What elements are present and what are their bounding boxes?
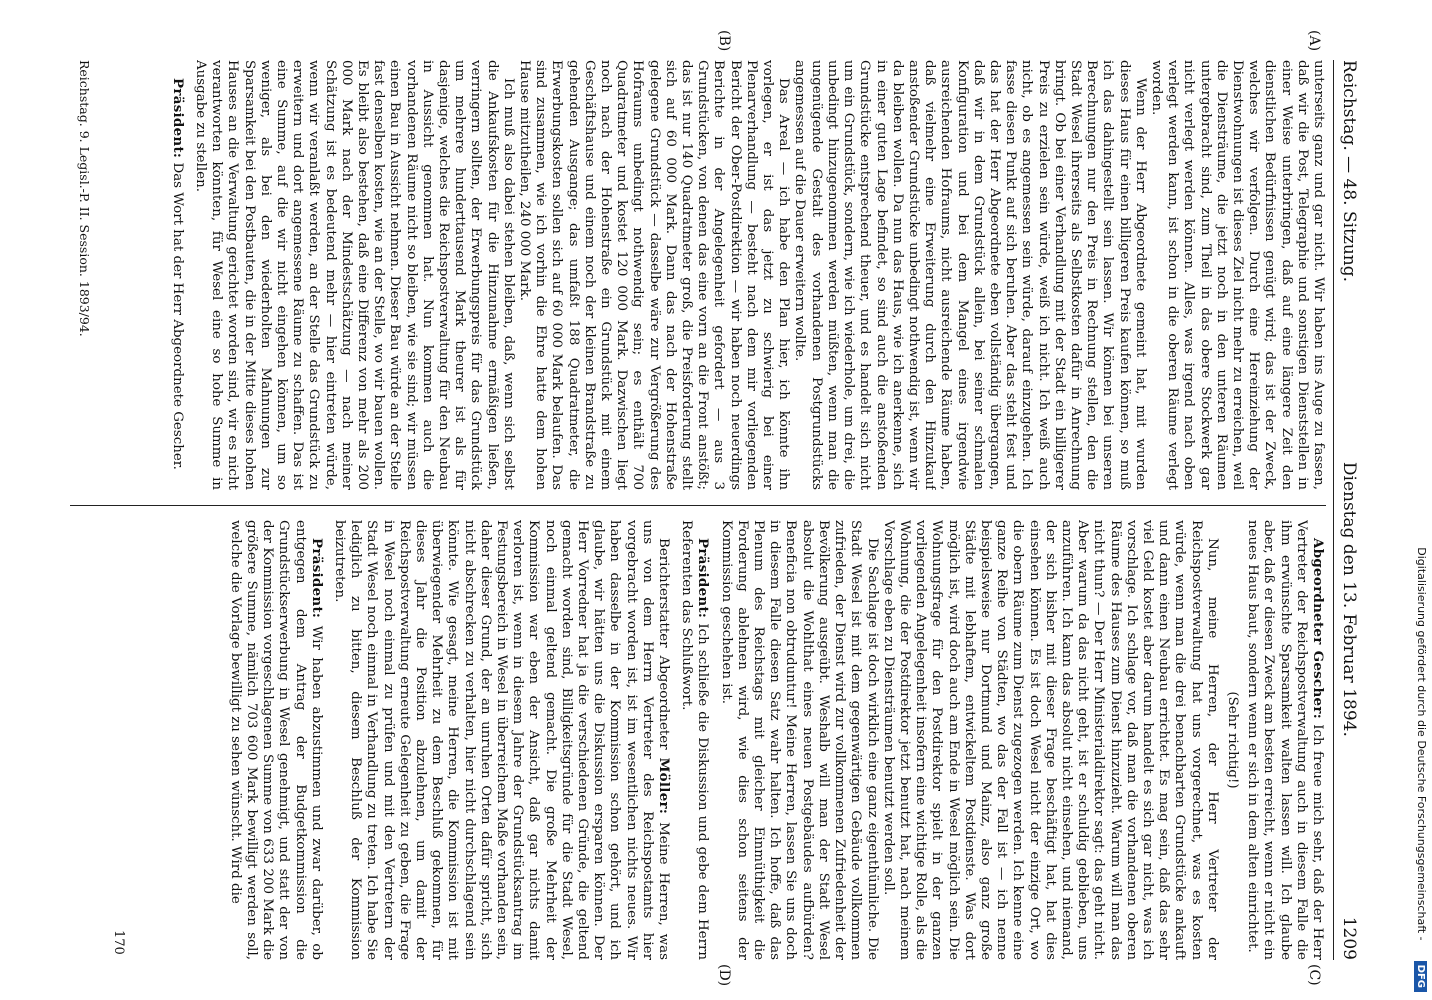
speaker-name: Präsident:	[695, 538, 712, 619]
speech-paragraph	[227, 520, 325, 960]
page-header	[1333, 60, 1364, 960]
margin-marker-a: (A)	[1306, 30, 1322, 52]
audience-reaction: (Sehr richtig!)	[1224, 691, 1240, 789]
header-page-number: 1209	[1339, 916, 1359, 960]
paragraph: unterseits ganz und gar nicht. Wir haben ins Auge zu fassen, daß wir die Post, Telegraphie und sonstigen Dienststellen in einer Weise unterbringen, daß auf eine längere Zeit den dienstlichen Bedürfnissen genügt wird; das ist der Zweck, welches wir verfolgen. Durch eine Hereinziehung der Dienstwohnungen ist dieses Ziel nicht mehr zu erreichen, weil die Diensträume, die jetzt noch in den unteren Räumen untergebracht sind, zum Theil in das obere Stockwerk gar nicht verlegt werden können. Alles, was irgend nach oben verlegt werden kann, ist schon in die oberen Räume verlegt worden.	[1148, 60, 1326, 490]
left-column	[70, 60, 1326, 490]
speaker-name: Präsident:	[308, 538, 325, 619]
header-date: Dienstag den 13. Februar 1894.	[1339, 461, 1359, 737]
signature-number: 170	[111, 930, 126, 955]
margin-marker-d: (D)	[716, 964, 732, 987]
paragraph: Nun, meine Herren, der Herr Vertreter der Reichspostverwaltung hat uns vorgerechnet, was es kosten würde, wenn man die drei benachbarten Grundstücke ankauft und dann einen Neubau errichtet. Es mag sein, daß das sehr viel Geld kostet aber darum handelt es sich gar nicht, was ich vorschlage. Ich schlage vor, daß man die vorhandenen oberen Räume des Hauses zum Dienst hinzuzieht. Warum will man das nicht thun? — Der Herr Ministerialdirektor sagt: das geht nicht. Aber warum da das nicht geht, ist er schuldig geblieben, uns anzuführen. Ich kann das absolut nicht einsehen, und niemand, der sich bisher mit dieser Frage beschäftigt hat, hat dies einsehen können. Es ist doch Wesel nicht der einzige Ort, wo die obern Räume zum Dienst zugezogen werden. Ich kenne eine ganze Reihe von Städten, wo das der Fall ist — ich nenne beispielsweise nur Dortmund und Mainz, also ganz große Städte mit lebhaftem, entwickeltem Postdienste. Was dort möglich ist, wird doch auch am Ende in Wesel möglich sein. Die Wohnungsfrage für den Postdirektor spielt in der ganzen vorliegenden Angelegenheit insofern eine wichtige Rolle, als die Wohnung, die der Postdirektor jetzt benutzt hat, nach meinem Vorschlage eben zu Diensträumen benutzt werden soll.	[880, 520, 1220, 960]
speaker-name: Möller:	[656, 757, 673, 815]
margin-marker-c: (C)	[1306, 964, 1322, 986]
speech-paragraph	[678, 520, 711, 960]
paragraph: Wenn der Herr Abgeordnete gemeint hat, mit wurden dieses Haus für einen billigeren Preis kaufen können, so muß ich das dahingestellt sein lassen. Wir können bei unseren Berechnungen nur den Preis in Rechnung stellen, den die Stadt Wesel ihrerseits als Selbstkosten dafür in Anrechnung bringt. Ob bei einer Verhandlung mit der Stadt ein billigerer Preis zu erzielen sein würde, weiß ich nicht. Ich weiß auch nicht, ob es angemessen sein würde, darauf einzugehen. Ich fasse diesen Punkt auf sich beruhen. Aber das steht fest und das hat der Herr Abgeordnete eben vollständig übergangen, daß wir in dem Grundstück allein, bei seiner schmalen Konfiguration und bei dem Mangel eines irgendwie ausreichenden Hofraums, nicht ausreichende Räume haben, daß vielmehr eine Erweiterung durch den Hinzukauf anstoßender Grundstücke unbedingt nothwendig ist, wenn wir da bleiben wollen. Da nun das Haus, wie ich anerkenne, sich in einer guten Lage befindet, so sind auch die anstoßenden Grundstücke entsprechend theuer, und es handelt sich nicht um ein Grundstück, sondern, wie ich wiederhole, um drei, die unbedingt hinzugenommen werden müßten, wenn man die ungenügende Gestalt des vorhandenen Postgrundstücks angemessen auf die Dauer erweitern wollte.	[792, 60, 1148, 490]
speaker-name: Abgeordneter Gescher:	[1310, 538, 1326, 719]
speaker-name: Präsident:	[169, 78, 186, 159]
speech-paragraph	[1244, 520, 1326, 960]
paragraph: Das Areal — ich habe den Plan hier, ich könnte ihn vorlegen, er ist das jetzt zu schwierig bei einer Plenarverhandlung — besteht nach dem mir vorliegenden Bericht der Ober-Postdirektion — wir haben noch neuerdings Berichte in der Angelegenheit gefordert — aus 3 Grundstücken, von denen das eine vorn an die Front anstößt; das ist nur 140 Quadratmeter groß, die Preisforderung stellt sich auf 60 000 Mark. Dann das nach der Hohenstraße gelegene Grundstück — dasselbe wäre zur Vergrößerung des Hofraums unbedingt nothwendig sein; es enthält 700 Quadratmeter und kostet 120 000 Mark. Dazwischen liegt noch nach der Hohenstraße ein Grundstück mit einem Geschäftshause und einem noch der kleinen Brandstraße zu gehenden Ausgange; das umfaßt 188 Quadratmeter, die Erwerbungskosten sollen sich auf 60 000 Mark belaufen. Das sind zusammen, wie ich vorhin die Ehre hatte dem hohen Hause mitzutheilen, 240 000 Mark.	[517, 60, 792, 490]
speech-paragraph	[169, 60, 186, 490]
speech-paragraph	[331, 520, 672, 960]
digitization-text: Digitalisierung gefördert durch die Deutsche Forschungsgemeinschaft -	[1415, 547, 1428, 941]
speech-text: Wir haben abzustimmen und zwar darüber, ob entgegen dem Antrag der Budgetkommission die Grundstückserwerbung in Wesel genehmigt, und statt der von der Kommission vorgeschlagenen Summe von 633 200 Mark die größere Summe, nämlich 703 600 Mark bewilligt werden soll, welche die Vorlage bewilligt zu sehen wünscht. Wird die	[227, 520, 324, 960]
dfg-logo: DFG	[1414, 961, 1427, 992]
margin-marker-b: (B)	[716, 30, 732, 52]
speech-text: Meine Herren, was uns von dem Herrn Vertreter des Reichspostamts hier vorgebracht worden ist, ist im wesentlichen nichts neues. Wir haben dasselbe in der Kommission schon gehört, und ich glaube, wir hätten uns die Diskussion ersparen können. Der Herr Vorredner hat ja die verschiedenen Gründe, die geltend gemacht worden sind, Billigkeitsgründe für die Stadt Wesel, noch einmal geltend gemacht. Die große Mehrheit der Kommission war eben der Ansicht, daß gar nichts damit verloren ist, wenn in diesem Jahre der Grundstücksantrag im Festungsbereich in Wesel in überreichem Maße vorhanden sein, daher dieser Grund, der an unruhen Orten dafür spricht, sich nicht abschrecken zu verhalten, hier nicht durchschlagend sein könnte. Wie gesagt, meine Herren, die Kommission ist mit überwiegender Mehrheit zu dem Beschluß gekommen, für dieses Jahr die Position abzulehnen, um damit der Reichspostverwaltung erneute Gelegenheit zu geben, die Frage in Wesel noch einmal zu prüfen und mit den Vertretern der Stadt Wesel noch einmal in Verhandlung zu treten. Ich habe Sie lediglich zu bitten, diesem Beschluß der Kommission beizutreten.	[332, 520, 672, 960]
right-column	[70, 520, 1326, 960]
paragraph: Die Sachlage ist doch wirklich eine ganz eigenthümliche. Die Stadt Wesel ist mit dem gegenwärtigen Gebäude vollkommen zufrieden, der Dienst wird zur vollkommenen Zufriedenheit der Bevölkerung ausgeübt. Weshalb will man der Stadt Wesel absolut die Wohlthat eines neuen Postgebäudes aufbürden? Beneficia non obtruduntur! Meine Herren, lassen Sie uns doch in diesem Falle diesen Satz wahr halten. Ich hoffe, daß das Plenum des Reichstags mit gleicher Einmüthigkeit die Forderung ablehnen wird, wie dies schon seitens der Kommission geschehen ist.	[718, 520, 880, 960]
speech-text: Das Wort hat der Herr Abgeordnete Gescher.	[169, 162, 185, 470]
speech-text: Ich schließe die Diskussion und gebe dem Herrn Referenten das Schlußwort.	[679, 520, 711, 960]
speaker-role: Berichterstatter Abgeordneter	[656, 538, 672, 750]
digitization-notice	[1412, 0, 1432, 1000]
paragraph: Ich muß also dabei stehen bleiben, daß, wenn sich selbst die Ankaufskosten für die Hinzunahme ermäßigen ließen, verringern sollten, der Erwerbungspreis für das Grundstück um mehrere hunderttausend Mark theurer ist als für dasjenige, welches die Reichspostverwaltung für den Neubau in Aussicht genommen hat. Nun kommen auch die vorhandenen Räume nicht so bleiben, wie sie sind; wir müssen einen Bau in Aussicht nehmen. Dieser Bau würde an der Stelle fast denselben kosten, wie an der Stelle, wo wir bauen wollen. Es bleibt also bestehen, daß eine Differenz von mehr als 200 000 Mark nach der Mindestschätzung — nach meiner Schätzung ist es bedeutend mehr — hier eintreten würde, wenn wir veranlaßt werden, an der Stelle das Grundstück zu erweitern und dort angemessene Räume zu schaffen. Das ist eine Summe, auf die wir nicht eingehen können, um so weniger, als bei den wiederholten Mahnungen zur Sparsamkeit bei den Postbauten, die in der Mitte dieses hohen Hauses an die Verwaltung gerichtet worden sind, wir es nicht verantworten könnten, für Wesel eine so hohe Summe in Ausgabe zu stellen.	[192, 60, 516, 490]
speech-text: Ich freue mich sehr, daß der Herr Vertreter der Reichspostverwaltung auch in diesem Falle die ihm erwünschte Sparsamkeit walten lassen will. Ich glaube aber, daß er diesen Zweck am besten erreicht, wenn er nicht ein neues Haus baut, sondern wenn er sich in dem alten einrichtet.	[1245, 520, 1325, 960]
header-session: Reichstag. — 48. Sitzung.	[1339, 60, 1359, 283]
page-footer: Reichstag. 9. Legisl.-P. II. Session. 1893/94.	[77, 60, 92, 337]
column-divider	[70, 505, 1326, 506]
